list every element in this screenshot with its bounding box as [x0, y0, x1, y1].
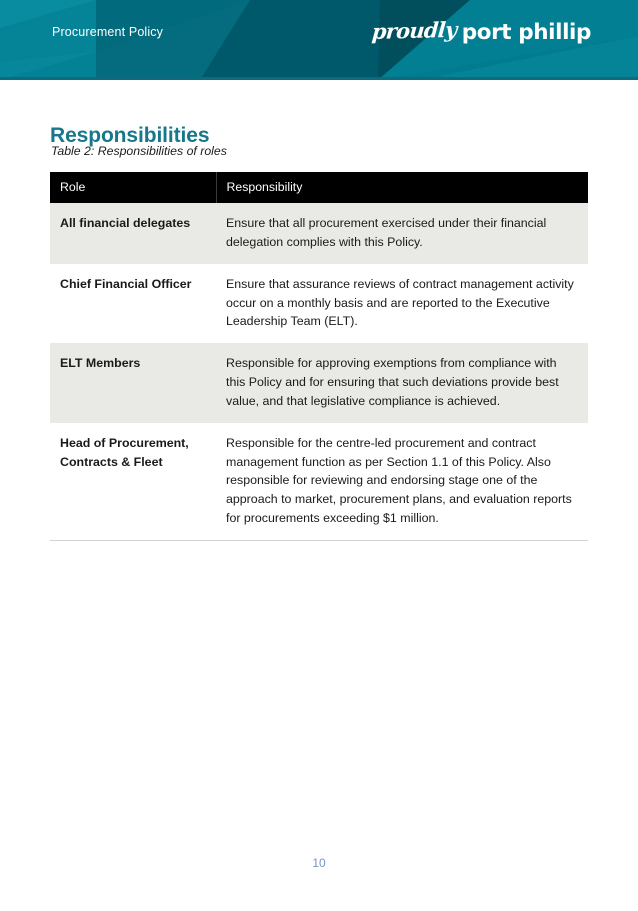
table-row: [50, 343, 588, 423]
banner-bottom-rule: [0, 77, 638, 80]
table-row: [50, 264, 588, 344]
table-caption: Table 2: Responsibilities of roles: [51, 144, 227, 158]
port-phillip-logo: [371, 16, 591, 45]
document-title: Procurement Policy: [52, 25, 164, 39]
logo-script-word: proudly: [371, 16, 458, 44]
column-header-responsibility: Responsibility: [216, 172, 588, 203]
table-row: [50, 203, 588, 264]
cell-role: Chief Financial Officer: [50, 264, 216, 344]
cell-role: All financial delegates: [50, 203, 216, 264]
table-header-row: [50, 172, 588, 203]
column-header-role: Role: [50, 172, 216, 203]
logo-bold-words: port phillip: [461, 20, 591, 45]
cell-role: Head of Procurement, Contracts & Fleet: [50, 423, 216, 541]
page-number: 10: [312, 856, 326, 870]
cell-role: ELT Members: [50, 343, 216, 423]
table-body: [50, 203, 588, 540]
page-title: Responsibilities: [50, 124, 210, 148]
responsibilities-table: [50, 172, 588, 541]
cell-responsibility: Responsible for the centre-led procurement and contract management function as per Section 1.1 of this Policy. Also responsible for reviewing and endorsing stage one of the approach to market, procurement plans, and evaluation reports for procurements exceeding $1 million.: [216, 423, 588, 541]
cell-responsibility: Ensure that all procurement exercised under their financial delegation complies with this Policy.: [216, 203, 588, 264]
cell-responsibility: Ensure that assurance reviews of contract management activity occur on a monthly basis and are reported to the Executive Leadership Team (ELT).: [216, 264, 588, 344]
cell-responsibility: Responsible for approving exemptions from compliance with this Policy and for ensuring that such deviations provide best value, and that legislative compliance is achieved.: [216, 343, 588, 423]
table-header: [50, 172, 588, 203]
table-row: [50, 423, 588, 541]
page-header-banner: [0, 0, 638, 80]
